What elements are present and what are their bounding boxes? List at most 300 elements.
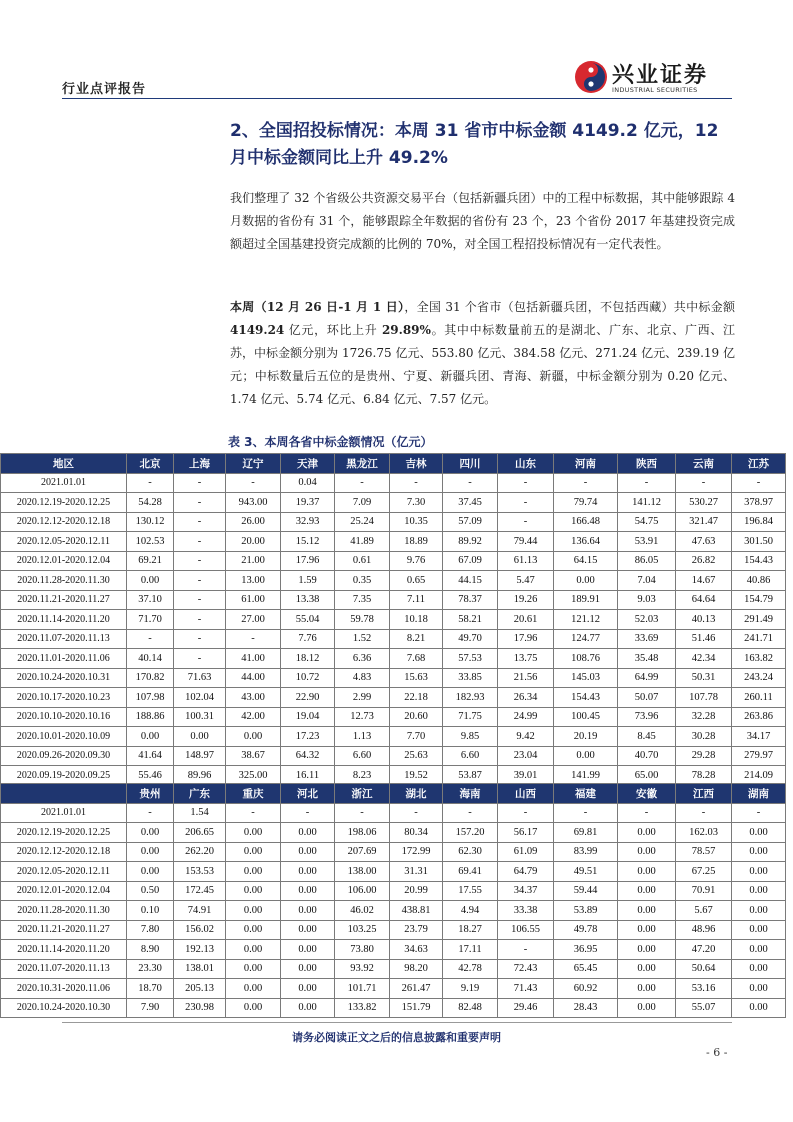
section-title: 2、全国招投标情况：本周 31 省市中标金额 4149.2 亿元，12 月中标金额同比上升 49.2% — [230, 121, 719, 168]
amount-cell: 438.81 — [390, 901, 443, 921]
amount-cell: 0.00 — [226, 979, 281, 999]
amount-cell: 55.07 — [676, 998, 732, 1018]
amount-cell: 0.00 — [618, 823, 676, 843]
amount-cell: 107.78 — [676, 688, 732, 708]
amount-cell: 18.89 — [390, 532, 443, 552]
amount-cell: 74.91 — [174, 901, 226, 921]
province-header: 浙江 — [335, 784, 390, 804]
amount-cell: 378.97 — [732, 493, 786, 513]
amount-cell: 89.96 — [174, 766, 226, 786]
amount-cell: 530.27 — [676, 493, 732, 513]
amount-cell: 182.93 — [443, 688, 498, 708]
amount-cell: 108.76 — [554, 649, 618, 669]
amount-cell: - — [390, 473, 443, 493]
amount-cell: 40.13 — [676, 610, 732, 630]
amount-cell: 100.45 — [554, 707, 618, 727]
amount-cell: 43.00 — [226, 688, 281, 708]
amount-cell: 291.49 — [732, 610, 786, 630]
period-cell: 2020.12.05-2020.12.11 — [1, 862, 127, 882]
disclaimer-note: 请务必阅读正文之后的信息披露和重要声明 — [292, 1031, 501, 1044]
amount-cell: 8.23 — [335, 766, 390, 786]
amount-cell: 78.57 — [676, 842, 732, 862]
amount-cell: 0.10 — [127, 901, 174, 921]
amount-cell: 0.00 — [127, 842, 174, 862]
province-header: 北京 — [127, 454, 174, 474]
amount-cell: 189.91 — [554, 590, 618, 610]
table-row — [1, 881, 786, 901]
amount-cell: 0.00 — [226, 901, 281, 921]
amount-cell: 71.75 — [443, 707, 498, 727]
amount-cell: 0.00 — [732, 998, 786, 1018]
amount-cell: - — [390, 803, 443, 823]
amount-cell: 141.12 — [618, 493, 676, 513]
amount-cell: 13.38 — [281, 590, 335, 610]
amount-cell: 51.46 — [676, 629, 732, 649]
amount-cell: 55.04 — [281, 610, 335, 630]
amount-cell: 321.47 — [676, 512, 732, 532]
amount-cell: - — [335, 803, 390, 823]
amount-cell: 6.36 — [335, 649, 390, 669]
amount-cell: 12.73 — [335, 707, 390, 727]
amount-cell: 23.79 — [390, 920, 443, 940]
region-header: 地区 — [1, 454, 127, 474]
amount-cell: 67.09 — [443, 551, 498, 571]
amount-cell: 42.00 — [226, 707, 281, 727]
amount-cell: 69.81 — [554, 823, 618, 843]
amount-cell: 9.85 — [443, 727, 498, 747]
amount-cell: 62.30 — [443, 842, 498, 862]
province-header: 辽宁 — [226, 454, 281, 474]
amount-cell: 49.78 — [554, 920, 618, 940]
amount-cell: 172.45 — [174, 881, 226, 901]
amount-cell: 30.28 — [676, 727, 732, 747]
period-cell: 2020.12.05-2020.12.11 — [1, 532, 127, 552]
amount-cell: 0.00 — [618, 842, 676, 862]
amount-cell: 20.60 — [390, 707, 443, 727]
amount-cell: 29.46 — [498, 998, 554, 1018]
amount-cell: 15.63 — [390, 668, 443, 688]
amount-cell: - — [335, 473, 390, 493]
province-header: 福建 — [554, 784, 618, 804]
amount-cell: 34.63 — [390, 940, 443, 960]
period-cell: 2020.11.07-2020.11.13 — [1, 959, 127, 979]
table-row — [1, 998, 786, 1018]
amount-cell: 27.00 — [226, 610, 281, 630]
amount-cell: 72.43 — [498, 959, 554, 979]
amount-cell: 0.00 — [618, 920, 676, 940]
amount-cell: 4.83 — [335, 668, 390, 688]
amount-cell: 82.48 — [443, 998, 498, 1018]
table-row — [1, 649, 786, 669]
amount-cell: - — [174, 532, 226, 552]
amount-cell: 7.04 — [618, 571, 676, 591]
amount-cell: - — [174, 590, 226, 610]
province-header: 江苏 — [732, 454, 786, 474]
period-cell: 2020.12.19-2020.12.25 — [1, 493, 127, 513]
amount-cell: 154.79 — [732, 590, 786, 610]
province-header: 吉林 — [390, 454, 443, 474]
amount-cell: 7.80 — [127, 920, 174, 940]
province-header: 山西 — [498, 784, 554, 804]
amount-cell: 124.77 — [554, 629, 618, 649]
amount-cell: 20.61 — [498, 610, 554, 630]
amount-cell: 7.35 — [335, 590, 390, 610]
amount-cell: 65.45 — [554, 959, 618, 979]
amount-cell: 261.47 — [390, 979, 443, 999]
amount-cell: 79.74 — [554, 493, 618, 513]
period-cell: 2020.11.28-2020.11.30 — [1, 901, 127, 921]
amount-cell: 0.00 — [226, 920, 281, 940]
period-cell: 2020.10.10-2020.10.16 — [1, 707, 127, 727]
amount-cell: - — [174, 649, 226, 669]
amount-cell: 69.21 — [127, 551, 174, 571]
province-header: 河北 — [281, 784, 335, 804]
amount-cell: 34.17 — [732, 727, 786, 747]
bid-table-part1 — [0, 453, 786, 786]
amount-cell: - — [226, 473, 281, 493]
amount-cell: 4.94 — [443, 901, 498, 921]
amount-cell: 89.92 — [443, 532, 498, 552]
amount-cell: 0.00 — [127, 571, 174, 591]
weekly-summary-paragraph — [230, 296, 735, 411]
amount-cell: 207.69 — [335, 842, 390, 862]
table-row — [1, 803, 786, 823]
amount-cell: 241.71 — [732, 629, 786, 649]
amount-cell: 101.71 — [335, 979, 390, 999]
amount-cell: - — [443, 473, 498, 493]
table-row — [1, 979, 786, 999]
table-row — [1, 727, 786, 747]
amount-cell: 106.55 — [498, 920, 554, 940]
amount-cell: 0.00 — [732, 862, 786, 882]
amount-cell: 61.00 — [226, 590, 281, 610]
amount-cell: 1.13 — [335, 727, 390, 747]
table-row — [1, 707, 786, 727]
amount-cell: 198.06 — [335, 823, 390, 843]
amount-cell: 19.37 — [281, 493, 335, 513]
province-header: 重庆 — [226, 784, 281, 804]
amount-cell: 21.00 — [226, 551, 281, 571]
amount-cell: 60.92 — [554, 979, 618, 999]
amount-cell: 17.23 — [281, 727, 335, 747]
amount-cell: 0.00 — [281, 862, 335, 882]
amount-cell: 154.43 — [732, 551, 786, 571]
amount-cell: 205.13 — [174, 979, 226, 999]
amount-cell: 206.65 — [174, 823, 226, 843]
amount-cell: 64.79 — [498, 862, 554, 882]
amount-cell: 38.67 — [226, 746, 281, 766]
amount-cell: 83.99 — [554, 842, 618, 862]
amount-cell: 29.28 — [676, 746, 732, 766]
period-cell: 2020.11.01-2020.11.06 — [1, 649, 127, 669]
amount-cell: 19.52 — [390, 766, 443, 786]
amount-cell: 943.00 — [226, 493, 281, 513]
amount-cell: 36.95 — [554, 940, 618, 960]
amount-cell: - — [443, 803, 498, 823]
amount-cell: 0.00 — [554, 571, 618, 591]
amount-cell: - — [226, 803, 281, 823]
period-cell: 2020.09.19-2020.09.25 — [1, 766, 127, 786]
amount-cell: 0.00 — [618, 901, 676, 921]
amount-cell: 61.09 — [498, 842, 554, 862]
amount-cell: 23.30 — [127, 959, 174, 979]
table-row — [1, 959, 786, 979]
amount-cell: 31.31 — [390, 862, 443, 882]
amount-cell: - — [127, 473, 174, 493]
amount-cell: 49.70 — [443, 629, 498, 649]
amount-cell: 121.12 — [554, 610, 618, 630]
amount-cell: 80.34 — [390, 823, 443, 843]
amount-cell: 0.00 — [732, 979, 786, 999]
amount-cell: 86.05 — [618, 551, 676, 571]
amount-cell: 0.00 — [127, 823, 174, 843]
header-divider — [62, 98, 732, 99]
amount-cell: 133.82 — [335, 998, 390, 1018]
amount-cell: 98.20 — [390, 959, 443, 979]
amount-cell: - — [498, 512, 554, 532]
period-cell: 2020.12.19-2020.12.25 — [1, 823, 127, 843]
amount-cell: 20.19 — [554, 727, 618, 747]
amount-cell: 243.24 — [732, 668, 786, 688]
amount-cell: - — [174, 610, 226, 630]
period-cell: 2020.12.12-2020.12.18 — [1, 842, 127, 862]
amount-cell: 7.90 — [127, 998, 174, 1018]
amount-cell: 0.00 — [618, 881, 676, 901]
amount-cell: 170.82 — [127, 668, 174, 688]
amount-cell: 0.00 — [732, 881, 786, 901]
amount-cell: 41.89 — [335, 532, 390, 552]
period-cell: 2020.11.14-2020.11.20 — [1, 940, 127, 960]
amount-cell: 0.00 — [226, 862, 281, 882]
province-header: 贵州 — [127, 784, 174, 804]
amount-cell: - — [226, 629, 281, 649]
amount-cell: 49.51 — [554, 862, 618, 882]
amount-cell: 157.20 — [443, 823, 498, 843]
amount-cell: 17.11 — [443, 940, 498, 960]
table-row — [1, 610, 786, 630]
amount-cell: 0.00 — [226, 727, 281, 747]
amount-cell: 59.44 — [554, 881, 618, 901]
amount-cell: 0.00 — [174, 727, 226, 747]
table-row — [1, 940, 786, 960]
amount-cell: 138.00 — [335, 862, 390, 882]
logo-emblem-icon — [574, 60, 608, 94]
amount-cell: 7.68 — [390, 649, 443, 669]
table-row — [1, 512, 786, 532]
amount-cell: 10.35 — [390, 512, 443, 532]
amount-cell: 0.61 — [335, 551, 390, 571]
amount-cell: 279.97 — [732, 746, 786, 766]
period-cell: 2020.11.21-2020.11.27 — [1, 920, 127, 940]
amount-cell: 64.15 — [554, 551, 618, 571]
amount-cell: 166.48 — [554, 512, 618, 532]
amount-cell: 0.00 — [281, 940, 335, 960]
amount-cell: 9.19 — [443, 979, 498, 999]
amount-cell: 17.55 — [443, 881, 498, 901]
amount-cell: 18.27 — [443, 920, 498, 940]
amount-cell: 0.00 — [732, 959, 786, 979]
amount-cell: 0.00 — [226, 959, 281, 979]
amount-cell: 20.00 — [226, 532, 281, 552]
period-cell: 2020.11.21-2020.11.27 — [1, 590, 127, 610]
period-cell: 2020.10.31-2020.11.06 — [1, 979, 127, 999]
amount-cell: 26.82 — [676, 551, 732, 571]
amount-cell: 22.90 — [281, 688, 335, 708]
amount-cell: 37.45 — [443, 493, 498, 513]
amount-cell: 15.12 — [281, 532, 335, 552]
amount-cell: 151.79 — [390, 998, 443, 1018]
amount-cell: 154.43 — [554, 688, 618, 708]
amount-cell: 40.14 — [127, 649, 174, 669]
bid-table-part2 — [0, 783, 786, 1018]
province-header: 山东 — [498, 454, 554, 474]
amount-cell: 18.12 — [281, 649, 335, 669]
amount-cell: 0.00 — [226, 881, 281, 901]
amount-cell: 100.31 — [174, 707, 226, 727]
province-header: 云南 — [676, 454, 732, 474]
amount-cell: 0.00 — [281, 979, 335, 999]
amount-cell: 64.64 — [676, 590, 732, 610]
period-cell: 2020.12.12-2020.12.18 — [1, 512, 127, 532]
amount-cell: 7.70 — [390, 727, 443, 747]
amount-cell: 10.72 — [281, 668, 335, 688]
amount-cell: 56.17 — [498, 823, 554, 843]
province-header: 天津 — [281, 454, 335, 474]
province-header: 广东 — [174, 784, 226, 804]
amount-cell: 52.03 — [618, 610, 676, 630]
amount-cell: - — [676, 473, 732, 493]
amount-cell: 106.00 — [335, 881, 390, 901]
amount-cell: 16.11 — [281, 766, 335, 786]
period-cell: 2020.11.28-2020.11.30 — [1, 571, 127, 591]
summary-text-1: ，全国 31 个省市（包括新疆兵团，不包括西藏）共中标金额 — [404, 300, 735, 314]
amount-cell: 48.96 — [676, 920, 732, 940]
amount-cell: 0.35 — [335, 571, 390, 591]
amount-cell: 0.00 — [618, 959, 676, 979]
amount-cell: 5.47 — [498, 571, 554, 591]
amount-cell: - — [174, 473, 226, 493]
amount-cell: 93.92 — [335, 959, 390, 979]
amount-cell: 325.00 — [226, 766, 281, 786]
amount-cell: 9.42 — [498, 727, 554, 747]
intro-paragraph: 我们整理了 32 个省级公共资源交易平台（包括新疆兵团）中的工程中标数据，其中能够跟踪 4 月数据的省份有 31 个，能够跟踪全年数据的省份有 23 个，23 个省份 2017 年基建投资完成额超过全国基建投资完成额的比例的 70%，对全国工程招投标情况有一定代表性。 — [230, 191, 735, 251]
amount-cell: 58.21 — [443, 610, 498, 630]
table-row — [1, 629, 786, 649]
province-header: 河南 — [554, 454, 618, 474]
amount-cell: - — [498, 493, 554, 513]
amount-cell: 196.84 — [732, 512, 786, 532]
company-logo — [574, 58, 734, 98]
province-header: 江西 — [676, 784, 732, 804]
amount-cell: 26.34 — [498, 688, 554, 708]
amount-cell: 1.54 — [174, 803, 226, 823]
amount-cell: 260.11 — [732, 688, 786, 708]
amount-cell: 0.00 — [732, 901, 786, 921]
amount-cell: 8.45 — [618, 727, 676, 747]
amount-cell: 214.09 — [732, 766, 786, 786]
amount-cell: 6.60 — [443, 746, 498, 766]
amount-cell: 19.26 — [498, 590, 554, 610]
amount-cell: 0.00 — [732, 920, 786, 940]
amount-cell: 20.99 — [390, 881, 443, 901]
amount-cell: 33.85 — [443, 668, 498, 688]
table-row — [1, 668, 786, 688]
period-cell: 2020.10.17-2020.10.23 — [1, 688, 127, 708]
amount-cell: 0.00 — [281, 823, 335, 843]
amount-cell: 73.80 — [335, 940, 390, 960]
amount-cell: 6.60 — [335, 746, 390, 766]
amount-cell: 7.11 — [390, 590, 443, 610]
amount-cell: 64.99 — [618, 668, 676, 688]
amount-cell: 7.76 — [281, 629, 335, 649]
amount-cell: 32.93 — [281, 512, 335, 532]
amount-cell: 50.31 — [676, 668, 732, 688]
province-header: 湖南 — [732, 784, 786, 804]
amount-cell: - — [127, 629, 174, 649]
amount-cell: 0.50 — [127, 881, 174, 901]
amount-cell: 67.25 — [676, 862, 732, 882]
amount-cell: - — [498, 473, 554, 493]
amount-cell: 61.13 — [498, 551, 554, 571]
table-row — [1, 590, 786, 610]
amount-cell: 55.46 — [127, 766, 174, 786]
amount-cell: 46.02 — [335, 901, 390, 921]
amount-cell: - — [174, 571, 226, 591]
amount-cell: 8.21 — [390, 629, 443, 649]
period-cell: 2020.11.14-2020.11.20 — [1, 610, 127, 630]
amount-cell: - — [174, 512, 226, 532]
amount-cell: 0.00 — [226, 940, 281, 960]
table-row — [1, 473, 786, 493]
amount-cell: 44.15 — [443, 571, 498, 591]
amount-cell: 54.28 — [127, 493, 174, 513]
amount-cell: 14.67 — [676, 571, 732, 591]
amount-cell: 33.38 — [498, 901, 554, 921]
report-type-label: 行业点评报告 — [62, 82, 147, 97]
amount-cell: 141.99 — [554, 766, 618, 786]
period-cell: 2020.10.24-2020.10.30 — [1, 998, 127, 1018]
amount-cell: - — [174, 493, 226, 513]
summary-growth: 29.89% — [381, 323, 431, 337]
amount-cell: 53.91 — [618, 532, 676, 552]
amount-cell: 8.90 — [127, 940, 174, 960]
amount-cell: 23.04 — [498, 746, 554, 766]
region-header — [1, 784, 127, 804]
amount-cell: 53.87 — [443, 766, 498, 786]
period-cell: 2020.10.01-2020.10.09 — [1, 727, 127, 747]
amount-cell: 0.00 — [618, 998, 676, 1018]
amount-cell: 148.97 — [174, 746, 226, 766]
amount-cell: 50.07 — [618, 688, 676, 708]
amount-cell: 1.52 — [335, 629, 390, 649]
amount-cell: 0.00 — [281, 920, 335, 940]
amount-cell: 25.24 — [335, 512, 390, 532]
amount-cell: 0.04 — [281, 473, 335, 493]
amount-cell: 13.75 — [498, 649, 554, 669]
province-header: 黑龙江 — [335, 454, 390, 474]
amount-cell: - — [281, 803, 335, 823]
amount-cell: 0.00 — [127, 727, 174, 747]
amount-cell: 34.37 — [498, 881, 554, 901]
amount-cell: 9.03 — [618, 590, 676, 610]
amount-cell: 262.20 — [174, 842, 226, 862]
amount-cell: 53.16 — [676, 979, 732, 999]
amount-cell: 78.37 — [443, 590, 498, 610]
amount-cell: 7.30 — [390, 493, 443, 513]
amount-cell: 0.00 — [281, 901, 335, 921]
period-cell: 2020.09.26-2020.09.30 — [1, 746, 127, 766]
amount-cell: 1.59 — [281, 571, 335, 591]
